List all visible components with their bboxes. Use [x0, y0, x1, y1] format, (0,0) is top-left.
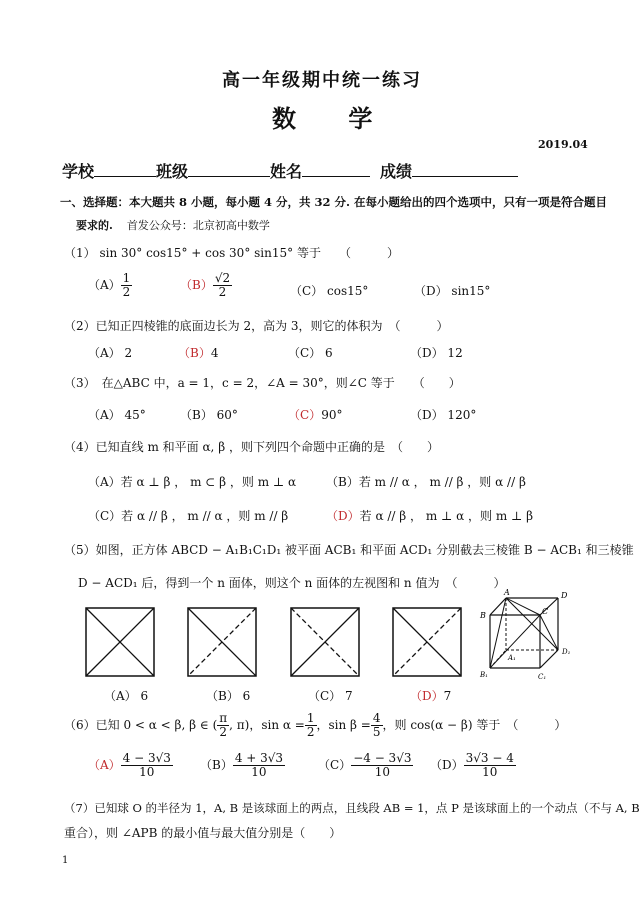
cube-label-d1: D₁	[562, 648, 571, 656]
q5-view-d	[392, 607, 462, 677]
cube-label-b1: B₁	[480, 671, 488, 679]
q6-pi-num: π	[219, 711, 228, 725]
q4-option-b: （B）若 m // α ， m // β ，则 α // β	[326, 475, 526, 489]
section-heading: 一、选择题：本大题共 8 小题，每小题 4 分，共 32 分. 在每小题给出的四个选项中，只有一项是符合题目	[60, 195, 608, 209]
class-blank	[188, 162, 270, 177]
q1-option-d: （D） sin15°	[414, 284, 491, 298]
q6-stem-post: ，则 cos(α − β) 等于 （ ）	[382, 718, 567, 733]
q5-d-val: 7	[443, 689, 452, 703]
q3-option-c	[288, 406, 342, 423]
q6-b-num: 4 + 3√3	[234, 751, 284, 765]
cube-label-c1: C₁	[538, 673, 547, 681]
q5-view-c	[290, 607, 360, 677]
q4-d-val: 若 α // β ， m ⊥ α ，则 m ⊥ β	[359, 509, 534, 523]
school-blank	[94, 162, 156, 177]
q5-view-a	[85, 607, 155, 677]
q6-a-label: （A）	[88, 758, 121, 773]
q1-b-num: √2	[214, 271, 231, 285]
cube-label-c: C	[542, 607, 549, 616]
q6-d-num: 3√3 − 4	[465, 751, 514, 765]
q7-stem-line1: （7）已知球 O 的半径为 1，A, B 是该球面上的两点，且线段 AB = 1，点 P 是该球面上的一个动点（不与 A, B	[64, 801, 640, 815]
q5-cube-figure	[478, 588, 590, 684]
q2-b-val: 4	[210, 346, 219, 360]
q1-b-den: 2	[218, 285, 227, 300]
section-heading-cont	[76, 217, 270, 233]
q6-b-fraction	[233, 752, 285, 779]
q6-d-label: （D）	[430, 758, 464, 773]
q6-pi-den: 2	[219, 725, 228, 740]
q1-option-c: （C） cos15°	[290, 284, 369, 298]
q3-option-a: （A） 45°	[88, 408, 146, 422]
q5-option-a: （A） 6	[104, 689, 149, 703]
q2-option-c: （C） 6	[288, 346, 333, 360]
q6-s1-den: 2	[306, 725, 315, 740]
q4-option-a: （A）若 α ⊥ β ， m ⊂ β ，则 m ⊥ α	[88, 475, 297, 489]
q6-option-c	[318, 752, 413, 779]
q1-b-fraction	[213, 272, 232, 299]
exam-title: 高一年级期中统一练习	[222, 70, 422, 91]
q6-a-num: 4 − 3√3	[122, 751, 171, 765]
q1-a-fraction	[121, 272, 133, 299]
q1-a-den: 2	[122, 285, 131, 300]
school-label: 学校	[62, 162, 95, 181]
name-blank	[302, 162, 370, 177]
q3-c-label: （C）	[288, 408, 322, 422]
q1-b-label: （B）	[180, 278, 213, 293]
cube-label-a1: A₁	[508, 654, 516, 662]
publisher-note: 首发公众号：北京初高中数学	[126, 219, 270, 232]
q6-c-label: （C）	[318, 758, 352, 773]
q3-option-b: （B） 60°	[180, 408, 238, 422]
q6-sin-b-fraction	[371, 712, 383, 739]
score-label: 成绩	[380, 162, 413, 181]
subject-title: 数 学	[272, 104, 395, 133]
q2-option-a: （A） 2	[88, 346, 133, 360]
cube-label-b: B	[480, 611, 486, 620]
q6-stem-mid2: ，sin β =	[316, 718, 371, 733]
q2-option-b	[178, 344, 218, 361]
q1-stem: （1） sin 30° cos15° + cos 30° sin15° 等于 （ ）	[64, 246, 399, 260]
q5-option-b: （B） 6	[206, 689, 251, 703]
cube-label-a: A	[504, 588, 510, 597]
cube-label-d: D	[561, 591, 568, 600]
q6-sin-a-fraction	[305, 712, 317, 739]
q6-d-den: 10	[482, 765, 498, 780]
q1-a-label: （A）	[88, 278, 121, 293]
q6-s2-den: 5	[372, 725, 381, 740]
q5-stem-line1: （5）如图，正方体 ABCD − A₁B₁C₁D₁ 被平面 ACB₁ 和平面 ACD₁ 分别截去三棱锥 B − ACB₁ 和三棱锥	[64, 543, 634, 557]
q4-stem: （4）已知直线 m 和平面 α, β ，则下列四个命题中正确的是 （ ）	[64, 440, 439, 454]
q6-s1-num: 1	[306, 711, 315, 725]
q6-option-d	[430, 752, 516, 779]
q1-a-num: 1	[122, 271, 131, 285]
q6-stem-mid: , π)，sin α =	[229, 718, 305, 733]
q6-option-b	[200, 752, 285, 779]
q6-a-fraction	[121, 752, 173, 779]
q4-option-d	[326, 507, 533, 524]
q5-view-b	[187, 607, 257, 677]
q5-d-label: （D）	[410, 689, 444, 703]
q6-s2-num: 4	[372, 711, 381, 725]
q6-b-label: （B）	[200, 758, 233, 773]
score-blank	[412, 162, 518, 177]
q6-a-den: 10	[139, 765, 155, 780]
class-label: 班级	[156, 162, 189, 181]
q2-stem: （2）已知正四棱锥的底面边长为 2，高为 3，则它的体积为 （ ）	[64, 319, 449, 333]
q6-stem	[64, 712, 566, 739]
q6-pi-fraction	[217, 712, 229, 739]
name-label: 姓名	[270, 162, 303, 181]
section-heading-end: 要求的.	[76, 219, 113, 232]
q3-option-d: （D） 120°	[410, 408, 477, 422]
q3-c-val: 90°	[321, 408, 343, 422]
q6-c-fraction	[351, 752, 413, 779]
q4-option-c: （C）若 α // β ， m // α ，则 m // β	[88, 509, 289, 523]
q5-option-d	[410, 687, 451, 704]
q1-option-b	[180, 272, 232, 299]
exam-date: 2019.04	[538, 138, 588, 151]
q1-option-a	[88, 272, 132, 299]
q6-c-num: −4 − 3√3	[353, 751, 412, 765]
q6-b-den: 10	[251, 765, 267, 780]
q5-option-c: （C） 7	[308, 689, 353, 703]
q3-stem: （3） 在△ABC 中，a = 1，c = 2，∠A = 30°，则∠C 等于 （ ）	[64, 376, 461, 390]
q6-option-a	[88, 752, 173, 779]
q2-b-label: （B）	[178, 346, 211, 360]
q6-c-den: 10	[374, 765, 390, 780]
q5-stem-line2: D − ACD₁ 后，得到一个 n 面体，则这个 n 面体的左视图和 n 值为 （ ）	[78, 576, 506, 590]
page-number: 1	[62, 855, 69, 866]
q4-d-label: （D）	[326, 509, 360, 523]
q6-stem-pre: （6）已知 0 < α < β, β ∈ (	[64, 718, 218, 733]
q6-d-fraction	[464, 752, 516, 779]
info-line	[62, 159, 518, 182]
q7-stem-line2: 重合），则 ∠APB 的最小值与最大值分别是（ ）	[64, 826, 342, 840]
q2-option-d: （D） 12	[410, 346, 463, 360]
